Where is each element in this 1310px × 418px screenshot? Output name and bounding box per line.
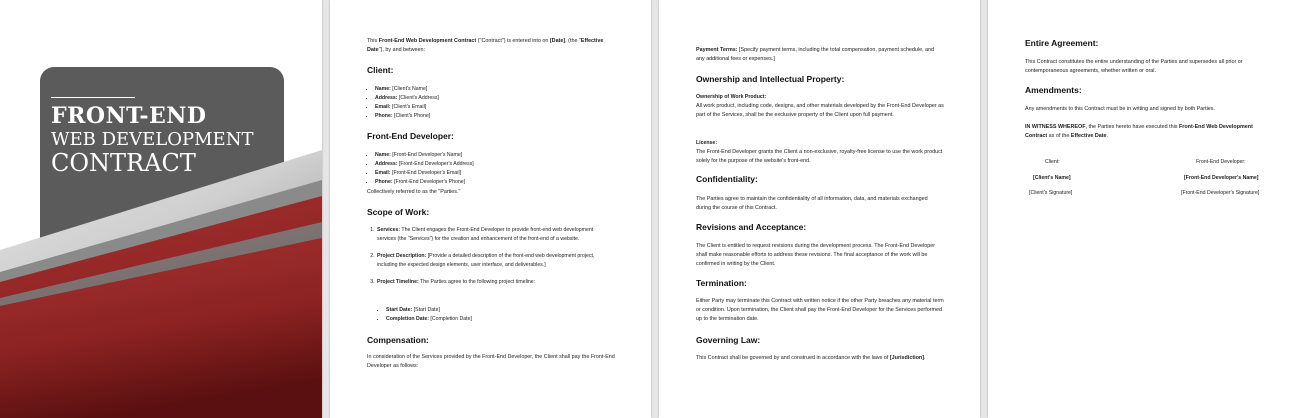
client-signature-label: Client: (1045, 159, 1060, 165)
compensation-heading: Compensation: (367, 335, 429, 345)
termination-heading: Termination: (696, 278, 747, 288)
amendments-heading: Amendments: (1025, 85, 1082, 95)
entire-agreement-heading: Entire Agreement: (1025, 38, 1099, 48)
ownership-subheading: Ownership of Work Product: (696, 94, 767, 100)
list-item: 2. Project Description: [Provide a detailed description of the front-end web development project, including the expected design elements, user interface, and deliverables.] (376, 252, 609, 270)
list-item: • Name: [Client's Name] (375, 85, 439, 94)
developer-signature-label: Front-End Developer: (1196, 159, 1246, 165)
witness-text: IN WITNESS WHEREOF, the Parties hereto have executed this Front-End Web Development Contract as of the Effective Date. (1025, 124, 1253, 140)
client-name-placeholder: [Client's Name] (1033, 175, 1071, 181)
entire-agreement-text: This Contract constitutes the entire understanding of the Parties and supersedes all prior or contemporaneous agreements, whether written or oral. (1025, 59, 1243, 75)
list-item: • Start Date: [Start Date] (386, 306, 472, 315)
timeline-list (378, 306, 472, 324)
contract-page-3 (659, 0, 980, 418)
termination-text: Either Party may terminate this Contract with written notice if the other Party breaches any material term or condition. Upon termination, the Client shall pay the Front-End Developer for the Services performed up to the termination date. (696, 298, 944, 323)
amendments-text: Any amendments to this Contract must be in writing and signed by both Parties. (1025, 106, 1215, 112)
list-item: • Email: [Front-End Developer's Email] (375, 169, 474, 178)
cover-title-line3: CONTRACT (51, 149, 196, 177)
scope-heading: Scope of Work: (367, 207, 430, 217)
list-item: • Phone: [Client's Phone] (375, 112, 439, 121)
cover-title-rule (51, 97, 135, 98)
governing-law-text: This Contract shall be governed by and construed in accordance with the laws of [Jurisdiction]. (696, 355, 926, 361)
cover-page (0, 0, 322, 418)
license-text: The Front-End Developer grants the Client a non-exclusive, royalty-free license to use the work product solely for the purpose of the website's front-end. (696, 149, 943, 165)
scope-list (367, 226, 609, 287)
list-item: • Name: [Front-End Developer's Name] (375, 151, 474, 160)
list-item: • Phone: [Front-End Developer's Phone] (375, 178, 474, 187)
intro-paragraph: This Front-End Web Development Contract ("Contract") is entered into on [Date], (the "Effective Date"), by and between: (367, 38, 604, 54)
revisions-heading: Revisions and Acceptance: (696, 222, 807, 232)
license-subheading: License: (696, 140, 718, 146)
list-item: • Address: [Client's Address] (375, 94, 439, 103)
client-heading: Client: (367, 65, 394, 75)
ownership-heading: Ownership and Intellectual Property: (696, 74, 845, 84)
client-signature-placeholder: [Client's Signature] (1029, 190, 1073, 196)
cover-artwork (0, 0, 322, 418)
list-item: • Address: [Front-End Developer's Address] (375, 160, 474, 169)
developer-name-placeholder: [Front-End Developer's Name] (1184, 175, 1259, 181)
governing-law-heading: Governing Law: (696, 335, 761, 345)
list-item: 3. Project Timeline: The Parties agree to the following project timeline: (376, 278, 609, 287)
ownership-text: All work product, including code, designs, and other materials developed by the Front-End Developer as part of the Services, shall be the exclusive property of the Client upon full payment. (696, 103, 944, 119)
client-list (367, 85, 439, 121)
cover-title-line2: WEB DEVELOPMENT (51, 129, 254, 150)
confidentiality-heading: Confidentiality: (696, 174, 758, 184)
contract-page-4 (988, 0, 1310, 418)
developer-heading: Front-End Developer: (367, 131, 454, 141)
cover-title-line1: FRONT-END (51, 103, 207, 129)
developer-list (367, 151, 474, 187)
contract-page-2 (330, 0, 651, 418)
revisions-text: The Client is entitled to request revisions during the development process. The Front-End Developer shall make reasonable efforts to address these revisions. The final acceptance of the work will be confirmed in writing by the Client. (696, 243, 936, 268)
list-item: • Completion Date: [Completion Date] (386, 315, 472, 324)
developer-signature-placeholder: [Front-End Developer's Signature] (1181, 190, 1260, 196)
collectively-text: Collectively referred to as the "Parties." (367, 189, 461, 195)
compensation-text: In consideration of the Services provided by the Front-End Developer, the Client shall pay the Front-End Developer as follows: (367, 354, 615, 370)
list-item: 1. Services: The Client engages the Front-End Developer to provide front-end web development services (the "Services") for the creation and enhancement of the front-end of a website. (376, 226, 609, 244)
list-item: • Email: [Client's Email] (375, 103, 439, 112)
payment-terms-text: Payment Terms: [Specify payment terms, including the total compensation, payment schedule, and any additional fees or expenses.] (696, 47, 935, 63)
confidentiality-text: The Parties agree to maintain the confidentiality of all information, data, and materials exchanged during the course of this Contract. (696, 196, 928, 212)
